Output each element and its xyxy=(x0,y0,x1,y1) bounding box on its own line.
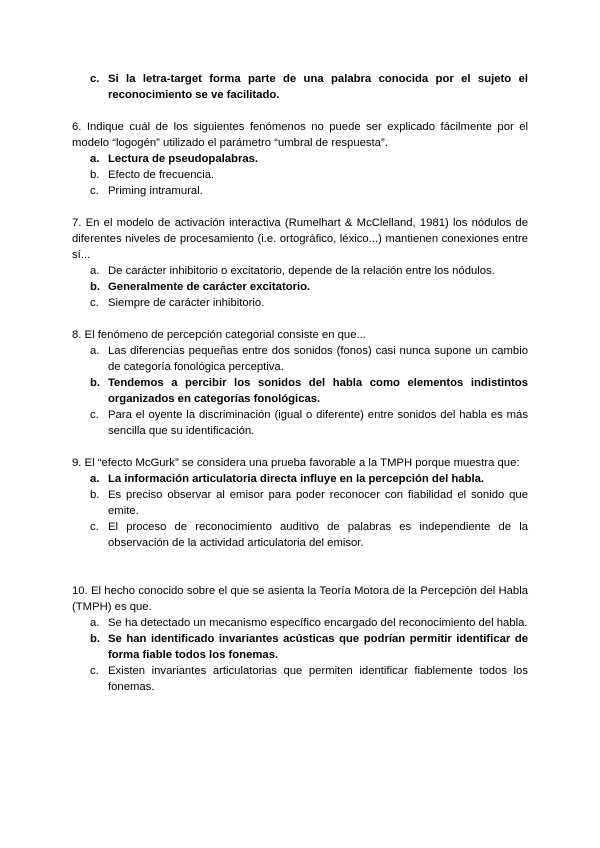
option-c xyxy=(72,183,528,199)
option-text: Tendemos a percibir los sonidos del habla como elementos indistintos organizados en categorías fonológicas. xyxy=(108,377,528,405)
option-letter: b. xyxy=(90,489,100,501)
question-9 xyxy=(72,455,528,551)
option-b xyxy=(72,167,528,183)
option-letter: b. xyxy=(90,281,101,293)
option-letter: c. xyxy=(90,297,99,309)
option-letter: a. xyxy=(90,265,100,277)
option-a xyxy=(72,471,528,487)
option-text: El proceso de reconocimiento auditivo de palabras es independiente de la observación de la actividad articulatoria del emisor. xyxy=(108,521,528,549)
option-c xyxy=(72,519,528,551)
option-text: Efecto de frecuencia. xyxy=(108,169,215,181)
option-a xyxy=(72,263,528,279)
option-text: Se ha detectado un mecanismo específico encargado del reconocimiento del habla. xyxy=(108,617,528,629)
option-text: Se han identificado invariantes acústicas que podrían permitir identificar de forma fiable todos los fonemas. xyxy=(108,633,528,661)
options-list xyxy=(72,151,528,199)
option-letter: c. xyxy=(90,73,100,85)
question-10 xyxy=(72,583,528,695)
option-text: Priming intramural. xyxy=(108,185,203,197)
option-letter: c. xyxy=(90,521,99,533)
option-letter: c. xyxy=(90,665,99,677)
option-text: Existen invariantes articulatorias que permiten identificar fiablemente todos los fonemas. xyxy=(108,665,528,693)
continuation-option xyxy=(72,71,528,103)
option-b xyxy=(72,487,528,519)
option-b xyxy=(72,631,528,663)
option-letter: c. xyxy=(90,185,99,197)
options-list xyxy=(72,263,528,311)
option-text: Si la letra-target forma parte de una palabra conocida por el sujeto el reconocimiento se ve facilitado. xyxy=(108,73,528,101)
option-a xyxy=(72,343,528,375)
option-letter: b. xyxy=(90,377,101,389)
option-text: Es preciso observar al emisor para poder reconocer con fiabilidad el sonido que emite. xyxy=(108,489,528,517)
option-letter: c. xyxy=(90,409,99,421)
option-text: De carácter inhibitorio o excitatorio, depende de la relación entre los nódulos. xyxy=(108,265,495,277)
option-b xyxy=(72,375,528,407)
option-text: Para el oyente la discriminación (igual o diferente) entre sonidos del habla es más sencilla que su identificación. xyxy=(108,409,528,437)
option-letter: a. xyxy=(90,473,100,485)
options-list xyxy=(72,615,528,695)
question-stem: 7. En el modelo de activación interactiva (Rumelhart & McClelland, 1981) los nódulos de diferentes niveles de procesamiento (i.e. ortográfico, léxico...) mantienen conexiones entre sí... xyxy=(72,217,528,261)
option-text: Las diferencias pequeñas entre dos sonidos (fonos) casi nunca supone un cambio de categoría fonológica perceptiva. xyxy=(108,345,528,373)
continuation-block xyxy=(72,71,528,103)
question-8 xyxy=(72,327,528,439)
option-letter: b. xyxy=(90,169,100,181)
option-letter: b. xyxy=(90,633,101,645)
option-a xyxy=(72,615,528,631)
option-b xyxy=(72,279,528,295)
options-list xyxy=(72,471,528,551)
option-text: Siempre de carácter inhibitorio. xyxy=(108,297,265,309)
option-c xyxy=(72,295,528,311)
option-text: La información articulatoria directa influye en la percepción del habla. xyxy=(108,473,485,485)
option-text: Lectura de pseudopalabras. xyxy=(108,153,259,165)
option-text: Generalmente de carácter excitatorio. xyxy=(108,281,311,293)
option-letter: a. xyxy=(90,345,100,357)
option-c xyxy=(72,663,528,695)
option-c xyxy=(72,407,528,439)
options-list xyxy=(72,343,528,439)
question-stem: 10. El hecho conocido sobre el que se asienta la Teoría Motora de la Percepción del Habla (TMPH) es que. xyxy=(72,585,528,613)
option-a xyxy=(72,151,528,167)
question-stem: 6. Indique cuál de los siguientes fenómenos no puede ser explicado fácilmente por el modelo “logogén” utilizado el parámetro “umbral de respuesta”. xyxy=(72,121,528,149)
question-stem: 8. El fenómeno de percepción categorial consiste en que... xyxy=(72,329,366,341)
option-letter: a. xyxy=(90,153,100,165)
option-letter: a. xyxy=(90,617,100,629)
question-7 xyxy=(72,215,528,311)
question-stem: 9. El “efecto McGurk” se considera una prueba favorable a la TMPH porque muestra que: xyxy=(72,457,520,469)
question-6 xyxy=(72,119,528,199)
